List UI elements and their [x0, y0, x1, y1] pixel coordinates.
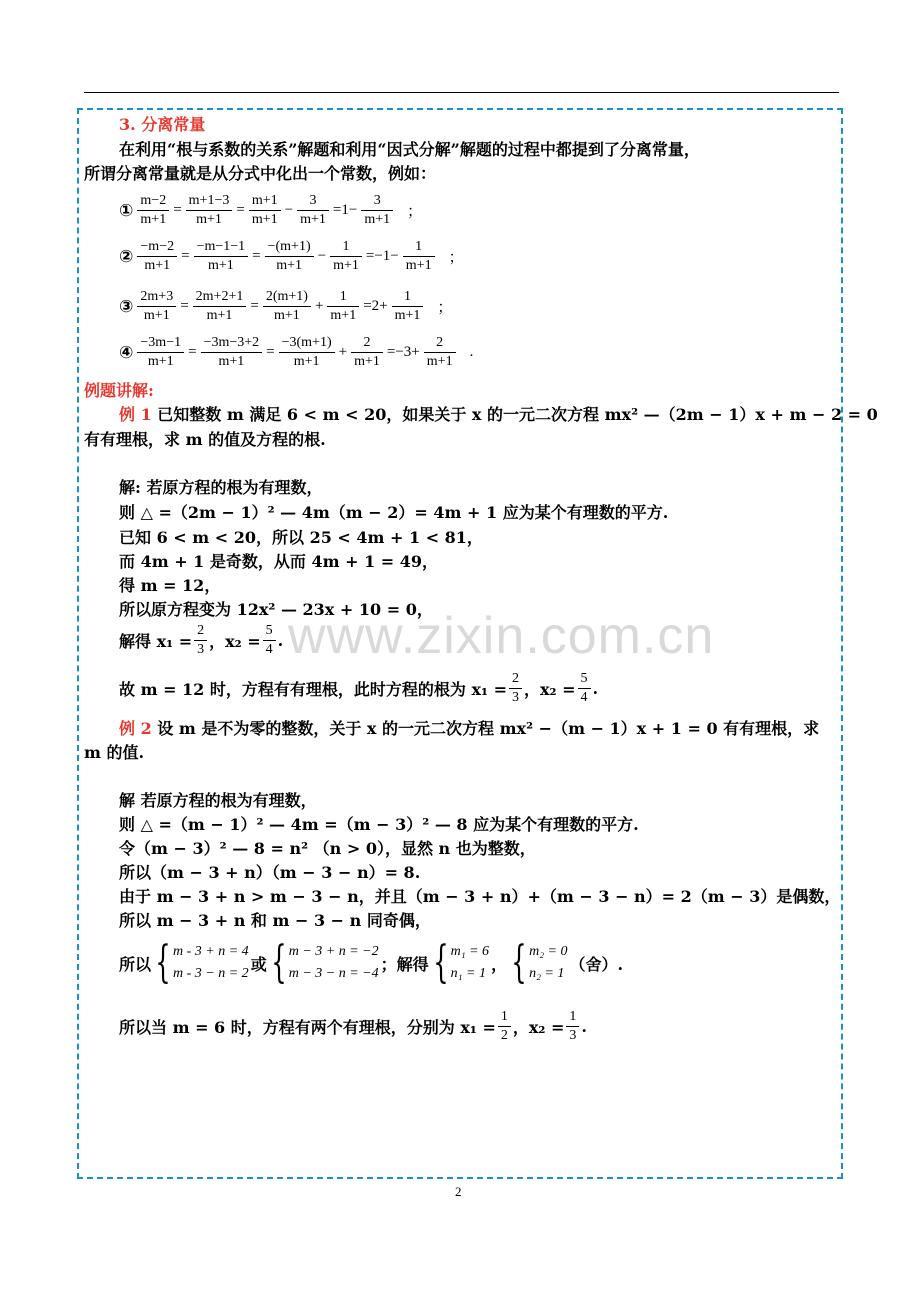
formula-end: ； — [437, 300, 453, 316]
operator: + — [314, 298, 324, 314]
ex1-label: 例 1 — [119, 405, 152, 424]
fraction: $\frac{m-2}{m+1}$ — [137, 192, 169, 229]
equation-system-1: { m - 3 + n = 4 m - 3 − n = 2 — [155, 937, 249, 988]
example-heading: 例题讲解: — [84, 381, 154, 400]
ex2-question-line-2: m 的值. — [84, 743, 145, 762]
fraction: $\frac{2m+3}{m+1}$ — [137, 288, 176, 325]
formula-row — [119, 288, 454, 325]
fraction: $\frac{-m-1-1}{m+1}$ — [194, 238, 249, 275]
formula-end: ； — [407, 204, 423, 220]
fraction: $\frac{5}{4}$ — [578, 670, 591, 707]
ex2-s8-middle: ，x₂ = — [512, 1018, 565, 1037]
ex1-s8-prefix: 故 m = 12 时，方程有有理根，此时方程的根为 x₁ = — [119, 680, 507, 699]
ex2-s7-prefix: 所以 — [119, 954, 152, 974]
ex1-solution-line-4: 而 4m + 1 是奇数，从而 4m + 1 = 49， — [119, 552, 439, 571]
ex2-s8-prefix: 所以当 m = 6 时，方程有两个有理根，分别为 x₁ = — [119, 1018, 496, 1037]
fraction: $\frac{2(m+1)}{m+1}$ — [263, 288, 311, 325]
ex2-s7-end: （舍）. — [569, 954, 624, 974]
ex2-label: 例 2 — [119, 719, 152, 738]
intro-line-1: 在利用“根与系数的关系”解题和利用“因式分解”解题的过程中都提到了分离常量， — [119, 140, 700, 159]
ex2-solution-line-8 — [119, 1008, 587, 1045]
formula-row — [119, 238, 466, 275]
equation-system-3: { m₁ = 6 n₁ = 1 — [432, 937, 490, 988]
ex1-solution-line-7 — [119, 622, 283, 659]
fraction: $\frac{-m-2}{m+1}$ — [137, 238, 177, 275]
equation-system-4: { m₂ = 0 n₂ = 1 — [511, 937, 568, 988]
fraction: $\frac{2}{m+1}$ — [351, 334, 383, 371]
operator: = — [180, 298, 189, 314]
operator: = — [236, 202, 245, 218]
ex2-question-text: 设 m 是不为零的整数，关于 x 的一元二次方程 mx² −（m − 1）x + 1 = 0 有有理根，求 — [151, 719, 820, 738]
ex2-s7-solve: ；解得 — [380, 954, 429, 974]
fraction: $\frac{m+1-3}{m+1}$ — [186, 192, 233, 229]
fraction: $\frac{1}{2}$ — [498, 1008, 511, 1045]
formula-end: ； — [448, 250, 464, 266]
fraction: $\frac{2}{m+1}$ — [424, 334, 456, 371]
fraction: $\frac{1}{m+1}$ — [327, 288, 359, 325]
formula-marker: ① — [119, 200, 134, 221]
ex1-solution-line-6: 所以原方程变为 12x² — 23x + 10 = 0， — [119, 600, 433, 619]
ex2-solution-line-1: 解 若原方程的根为有理数， — [119, 791, 317, 810]
fraction: $\frac{-3m-1}{m+1}$ — [137, 334, 184, 371]
ex2-s7-comma: ， — [491, 954, 508, 974]
fraction: $\frac{1}{m+1}$ — [392, 288, 424, 325]
fraction: $\frac{2}{3}$ — [194, 622, 207, 659]
operator: =2+ — [363, 298, 388, 314]
section-title: 3. 分离常量 — [119, 115, 206, 134]
fraction: $\frac{2m+2+1}{m+1}$ — [193, 288, 247, 325]
operator: − — [317, 248, 327, 264]
ex2-solution-line-4: 所以（m − 3 + n）（m − 3 − n）= 8. — [119, 863, 421, 882]
fraction: $\frac{-(m+1)}{m+1}$ — [265, 238, 314, 275]
fraction: $\frac{3}{m+1}$ — [297, 192, 329, 229]
fraction: $\frac{m+1}{m+1}$ — [249, 192, 281, 229]
watermark: www.zixin.com.cn — [288, 607, 715, 665]
ex2-solution-line-5: 由于 m − 3 + n > m − 3 − n，并且（m − 3 + n）+（m − 3 − n）= 2（m − 3）是偶数， — [119, 887, 841, 906]
operator: =1− — [332, 202, 358, 218]
ex2-solution-line-6: 所以 m − 3 + n 和 m − 3 − n 同奇偶， — [119, 911, 431, 930]
ex1-question-line-1 — [119, 404, 878, 426]
fraction: $\frac{2}{3}$ — [509, 670, 522, 707]
ex1-s7-prefix: 解得 x₁ = — [119, 632, 193, 651]
ex1-solution-line-2: 则 △ =（2m − 1）² — 4m（m − 2）= 4m + 1 应为某个有理数的平方. — [119, 503, 669, 522]
ex2-solution-line-3: 令（m − 3）² — 8 = n² （n > 0），显然 n 也为整数， — [119, 839, 536, 858]
ex2-solution-line-7 — [119, 937, 624, 988]
fraction: $\frac{5}{4}$ — [263, 622, 276, 659]
intro-line-2: 所谓分离常量就是从分式中化出一个常数，例如： — [84, 164, 437, 183]
ex2-question-line-1 — [119, 718, 819, 740]
ex1-solution-line-5: 得 m = 12， — [119, 576, 221, 595]
ex1-solution-line-1: 解: 若原方程的根为有理数， — [119, 478, 323, 497]
operator: = — [252, 248, 261, 264]
ex2-solution-line-2: 则 △ =（m − 1）² — 4m =（m − 3）² — 8 应为某个有理数的平方. — [119, 815, 639, 834]
ex1-s8-middle: ，x₂ = — [523, 680, 576, 699]
operator: = — [173, 202, 182, 218]
ex1-s7-end: . — [277, 631, 284, 650]
formula-row — [119, 334, 475, 371]
operator: + — [338, 344, 348, 360]
ex1-solution-line-8 — [119, 670, 598, 707]
formula-marker: ② — [119, 246, 134, 267]
ex1-solution-line-3: 已知 6 < m < 20，所以 25 < 4m + 1 < 81， — [119, 528, 483, 547]
fraction: $\frac{-3(m+1)}{m+1}$ — [279, 334, 335, 371]
formula-row — [119, 192, 424, 229]
header-rule — [84, 92, 839, 93]
ex1-s8-end: . — [592, 679, 599, 698]
ex2-s7-or: 或 — [250, 954, 267, 974]
formula-marker: ④ — [119, 342, 134, 363]
formula-end: . — [469, 344, 474, 360]
operator: = — [188, 344, 197, 360]
fraction: $\frac{-3m-3+2}{m+1}$ — [201, 334, 263, 371]
operator: =−1− — [365, 248, 399, 264]
operator: = — [250, 298, 259, 314]
formula-marker: ③ — [119, 296, 134, 317]
operator: − — [284, 202, 294, 218]
fraction: $\frac{1}{m+1}$ — [330, 238, 362, 275]
operator: = — [266, 344, 275, 360]
operator: =−3+ — [386, 344, 420, 360]
ex1-question-text: 已知整数 m 满足 6 < m < 20，如果关于 x 的一元二次方程 mx² —（2m − 1）x + m − 2 = 0 — [151, 405, 878, 424]
ex1-question-line-2: 有有理根，求 m 的值及方程的根. — [84, 430, 326, 449]
ex1-s7-middle: ，x₂ = — [209, 632, 261, 651]
ex2-s8-end: . — [581, 1017, 587, 1036]
page-number: 2 — [455, 1184, 462, 1199]
equation-system-2: { m − 3 + n = −2 m − 3 − n = −4 — [271, 937, 379, 988]
fraction: $\frac{3}{m+1}$ — [361, 192, 393, 229]
fraction: $\frac{1}{3}$ — [566, 1008, 579, 1045]
operator: = — [181, 248, 190, 264]
fraction: $\frac{1}{m+1}$ — [403, 238, 435, 275]
